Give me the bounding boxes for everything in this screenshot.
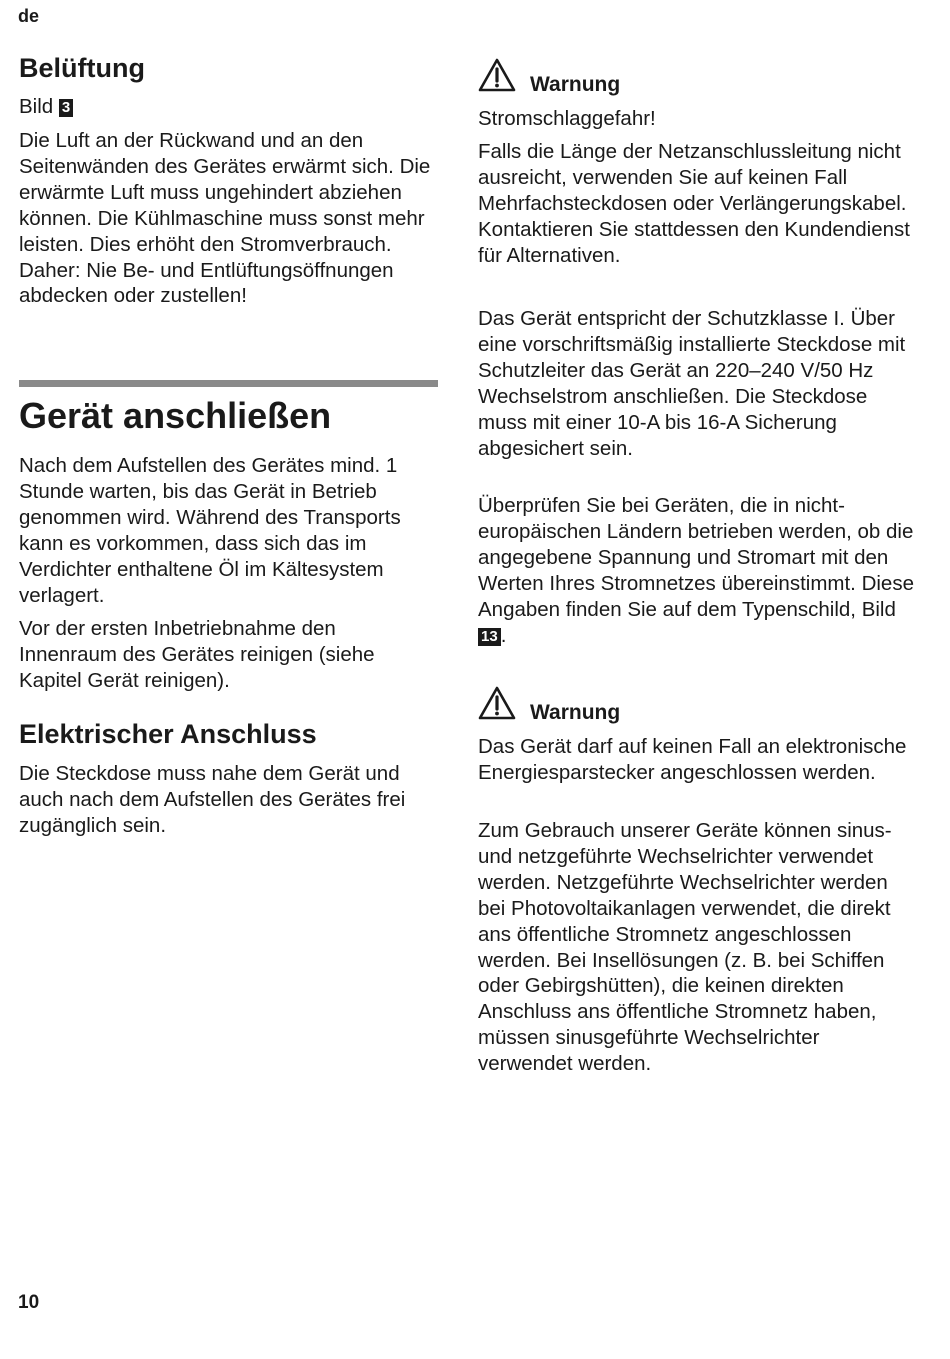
ventilation-figure-ref [19, 94, 73, 120]
section-divider [19, 380, 438, 387]
warning-header-2 [478, 686, 620, 725]
warning-label-1: Warnung [530, 73, 621, 96]
voltage-check-end: . [500, 623, 507, 647]
connect-paragraph-2: Vor der ersten Inbetriebnahme den Innenraum des Gerätes reinigen (siehe Kapitel Gerät reinigen). [19, 617, 375, 692]
electrical-text: Die Steckdose muss nahe dem Gerät und auch nach dem Aufstellen des Gerätes frei zugänglich sein. [19, 762, 406, 837]
warning-triangle-icon [478, 58, 516, 97]
voltage-check-paragraph [478, 493, 918, 648]
page-number: 10 [18, 1292, 40, 1313]
ventilation-text: Die Luft an der Rückwand und an den Seitenwänden des Gerätes erwärmt sich. Die erwärmte Luft muss ungehindert abziehen können. Die Kühlmaschine muss sonst mehr leisten. Dies erhöht den Stromverbrauch. Daher: Nie Be- und Entlüftungsöffnungen abdecken oder zustellen! [19, 129, 431, 308]
ventilation-heading: Belüftung [19, 53, 145, 83]
connect-paragraph-1: Nach dem Aufstellen des Gerätes mind. 1 Stunde warten, bis das Gerät in Betrieb genommen wird. Während des Transports kann es vorkommen, dass sich das im Verdichter enthaltene Öl im Kältesystem verlagert. [19, 454, 401, 607]
warning2-paragraph-2: Zum Gebrauch unserer Geräte können sinus- und netzgeführte Wechselrichter verwendet werden. Netzgeführte Wechselrichter werden bei Photovoltaikanlagen verwendet, die direkt ans öffentliche Stromnetz angeschlossen werden. Bei Insellösungen (z. B. bei Schiffen oder Gebirgshütten), die keinen direkten Anschluss ans öffentliche Stromnetz haben, müssen sinusgeführte Wechselrichter verwendet werden. [478, 819, 892, 1076]
voltage-check-text: Überprüfen Sie bei Geräten, die in nicht-europäischen Ländern betrieben werden, ob die angegebene Spannung und Stromart mit den Werten Ihres Stromnetzes übereinstimmt. Diese Angaben finden Sie auf dem Typenschild, Bild [478, 494, 914, 621]
figure-13-badge: 13 [478, 628, 501, 646]
electrical-heading: Elektrischer Anschluss [19, 719, 317, 749]
figure-number-badge: 3 [59, 99, 73, 117]
language-code: de [18, 6, 40, 26]
warning-header-1 [478, 58, 620, 97]
warning2-paragraph-1: Das Gerät darf auf keinen Fall an elektronische Energiesparstecker angeschlossen werden. [478, 735, 907, 784]
protection-class-paragraph: Das Gerät entspricht der Schutzklasse I. Über eine vorschriftsmäßig installierte Steckdose mit Schutzleiter das Gerät an 220–240 V/50 Hz Wechselstrom anschließen. Die Steckdose muss mit einer 10-A bis 16-A Sicherung abgesichert sein. [478, 307, 906, 460]
warning-triangle-icon [478, 686, 516, 725]
warning1-paragraph-2: Falls die Länge der Netzanschlussleitung nicht ausreicht, verwenden Sie auf keinen Fall Mehrfachsteckdosen oder Verlängerungskabel. Kontaktieren Sie stattdessen den Kundendienst für Alternativen. [478, 140, 910, 267]
warning-label-2: Warnung [530, 701, 621, 724]
warning1-paragraph-1: Stromschlaggefahr! [478, 107, 656, 130]
connect-heading: Gerät anschließen [19, 395, 332, 436]
figure-ref-label: Bild [19, 95, 54, 118]
